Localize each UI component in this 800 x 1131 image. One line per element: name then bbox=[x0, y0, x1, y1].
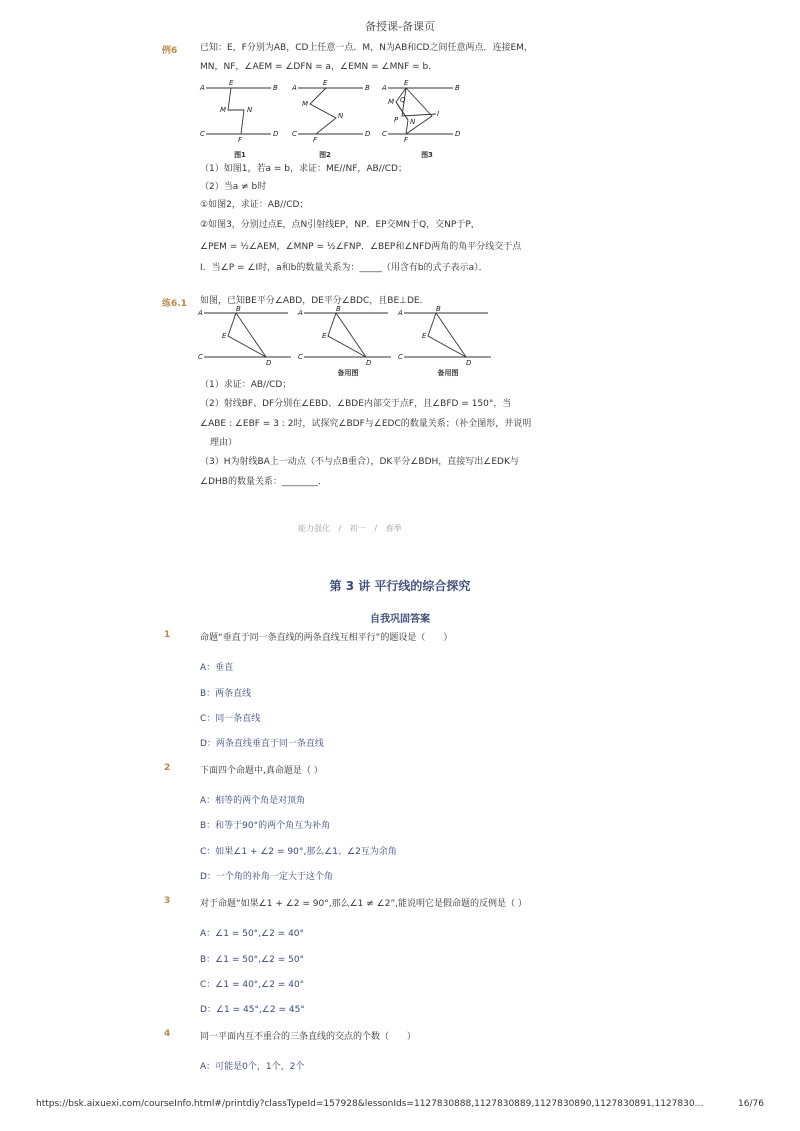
ex6-q2: （2）当a ≠ b时 bbox=[200, 182, 267, 192]
option[interactable]: A：相等的两个角是对顶角 bbox=[200, 796, 306, 806]
pr61-line1: 如图，已知BE平分∠ABD，DE平分∠BDC，且BE⊥DE． bbox=[200, 296, 429, 306]
svg-text:D: D bbox=[266, 359, 272, 367]
svg-text:A: A bbox=[382, 84, 387, 92]
example-tag: 例6 bbox=[162, 46, 178, 56]
svg-text:A: A bbox=[292, 84, 297, 92]
figure-1 bbox=[199, 79, 279, 144]
svg-text:E: E bbox=[323, 79, 328, 87]
breadcrumb bbox=[298, 523, 402, 534]
svg-text:M: M bbox=[220, 106, 227, 114]
svg-text:D: D bbox=[365, 130, 371, 138]
ex6-figures bbox=[196, 76, 466, 148]
svg-text:Q: Q bbox=[400, 96, 406, 104]
pr61-q3-2: ∠DHB的数量关系：________． bbox=[200, 477, 327, 487]
ex6-q2b-3: I．当∠P = ∠I时，a和b的数量关系为：_____（用含有b的式子表示a）． bbox=[200, 263, 488, 273]
figure-3 bbox=[381, 79, 461, 144]
svg-text:N: N bbox=[410, 118, 416, 126]
ex6-q2b-1: ②如图3，分别过点E，点N引射线EP，NP．EP交MN于Q，交NP于P， bbox=[200, 220, 480, 230]
section-subtitle: 自我巩固答案 bbox=[370, 614, 430, 625]
option[interactable]: C：如果∠1 + ∠2 = 90°,那么∠1、∠2互为余角 bbox=[200, 847, 397, 857]
question-text: 对于命题“如果∠1 + ∠2 = 90°,那么∠1 ≠ ∠2”,能说明它是假命题的反例是（ ） bbox=[200, 899, 527, 909]
svg-text:B: B bbox=[455, 84, 460, 92]
breadcrumb-separator: / bbox=[374, 524, 378, 533]
page-number: 16/76 bbox=[738, 1099, 764, 1109]
figure-spare-1 bbox=[297, 306, 391, 367]
ex6-line2: MN，NF，∠AEM = ∠DFN = a，∠EMN = ∠MNF = b． bbox=[200, 62, 438, 72]
figure-main bbox=[197, 306, 291, 367]
pr61-q2-1: （2）射线BF、DF分别在∠EBD、∠BDE内部交于点F，且∠BFD = 150°，当 bbox=[200, 399, 512, 409]
practice-tag: 练6.1 bbox=[162, 299, 187, 309]
option[interactable]: C：同一条直线 bbox=[200, 714, 261, 724]
svg-text:A: A bbox=[398, 309, 403, 317]
question-number: 3 bbox=[164, 896, 171, 906]
svg-text:D: D bbox=[466, 359, 472, 367]
pr61-q3-1: （3）H为射线BA上一动点（不与点B重合），DK平分∠BDH，直接写出∠EDK与 bbox=[200, 457, 519, 467]
svg-text:M: M bbox=[302, 100, 309, 108]
breadcrumb-item[interactable]: 春季 bbox=[385, 524, 402, 533]
fig-caption: 图1 bbox=[234, 151, 246, 159]
svg-text:B: B bbox=[236, 306, 241, 313]
svg-text:C: C bbox=[200, 130, 205, 138]
svg-text:C: C bbox=[198, 353, 203, 361]
svg-text:B: B bbox=[336, 306, 341, 313]
svg-text:B: B bbox=[365, 84, 370, 92]
question-text: 同一平面内互不重合的三条直线的交点的个数（ ） bbox=[200, 1032, 417, 1042]
ex6-q2b-2: ∠PEM = ½∠AEM，∠MNP = ½∠FNP．∠BEP和∠NFD两角的角平分线交于点 bbox=[200, 242, 522, 252]
svg-text:F: F bbox=[313, 136, 318, 144]
question-number: 1 bbox=[164, 630, 171, 640]
option[interactable]: B：∠1 = 50°,∠2 = 50° bbox=[200, 955, 305, 965]
svg-text:C: C bbox=[398, 353, 403, 361]
svg-text:F: F bbox=[238, 136, 243, 144]
svg-text:B: B bbox=[436, 306, 441, 313]
svg-text:D: D bbox=[366, 359, 372, 367]
svg-text:N: N bbox=[247, 106, 253, 114]
question-text: 命题“垂直于同一条直线的两条直线互相平行”的题设是（ ） bbox=[200, 633, 453, 643]
option[interactable]: B：和等于90°的两个角互为补角 bbox=[200, 821, 331, 831]
svg-text:B: B bbox=[273, 84, 278, 92]
page-header: 备授课-备课页 bbox=[365, 20, 435, 33]
option[interactable]: D：两条直线垂直于同一条直线 bbox=[200, 739, 324, 749]
svg-text:A: A bbox=[298, 309, 303, 317]
option[interactable]: B：两条直线 bbox=[200, 689, 252, 699]
fig-caption: 图3 bbox=[421, 151, 433, 159]
option[interactable]: D：∠1 = 45°,∠2 = 45° bbox=[200, 1005, 305, 1015]
breadcrumb-item[interactable]: 能力强化 bbox=[298, 524, 330, 533]
ex6-q2a: ①如图2，求证：AB//CD； bbox=[200, 200, 309, 210]
svg-text:F: F bbox=[404, 136, 409, 144]
option[interactable]: A：垂直 bbox=[200, 663, 234, 673]
question-number: 4 bbox=[164, 1029, 171, 1039]
option[interactable]: D：一个角的补角一定大于这个角 bbox=[200, 872, 333, 882]
fig-caption: 备用图 bbox=[437, 369, 459, 377]
breadcrumb-item[interactable]: 初一 bbox=[349, 524, 366, 533]
svg-text:E: E bbox=[322, 332, 327, 340]
svg-text:A: A bbox=[200, 84, 205, 92]
question-number: 2 bbox=[164, 763, 171, 773]
svg-text:C: C bbox=[292, 130, 297, 138]
ex6-q1: （1）如图1，若a = b，求证：ME//NF，AB//CD； bbox=[200, 164, 407, 174]
fig-caption: 图2 bbox=[319, 151, 331, 159]
figure-2 bbox=[291, 79, 371, 144]
option[interactable]: A：∠1 = 50°,∠2 = 40° bbox=[200, 929, 305, 939]
svg-text:P: P bbox=[394, 116, 399, 124]
svg-text:D: D bbox=[455, 130, 461, 138]
ex6-line1: 已知：E，F分别为AB，CD上任意一点．M，N为AB和CD之间任意两点．连接EM， bbox=[200, 43, 533, 53]
question-text: 下面四个命题中,真命题是（ ） bbox=[200, 766, 323, 776]
option[interactable]: A：可能是0个，1个，2个 bbox=[200, 1062, 305, 1072]
figure-spare-2 bbox=[397, 306, 491, 367]
print-url: https://bsk.aixuexi.com/courseInfo.html#/printdiy?classTypeId=157928&lessonIds=1127830888,1127830889,1127830890,1127830891,1127830… bbox=[36, 1099, 704, 1109]
svg-text:E: E bbox=[229, 79, 234, 87]
lecture-title: 第 3 讲 平行线的综合探究 bbox=[329, 579, 471, 593]
breadcrumb-separator: / bbox=[338, 524, 342, 533]
pr61-q1: （1）求证：AB//CD； bbox=[200, 380, 292, 390]
option[interactable]: C：∠1 = 40°,∠2 = 40° bbox=[200, 980, 305, 990]
fig-caption: 备用图 bbox=[337, 369, 359, 377]
svg-text:E: E bbox=[404, 79, 409, 87]
svg-text:N: N bbox=[338, 112, 344, 120]
svg-text:C: C bbox=[382, 130, 387, 138]
svg-text:A: A bbox=[198, 309, 203, 317]
svg-text:I: I bbox=[437, 110, 440, 118]
svg-text:E: E bbox=[422, 332, 427, 340]
svg-text:D: D bbox=[273, 130, 279, 138]
pr61-q2-2: ∠ABE : ∠EBF = 3 : 2时，试探究∠BDF与∠EDC的数量关系；（补全图形，并说明 bbox=[200, 419, 532, 429]
pr61-figures bbox=[196, 306, 496, 368]
pr61-q2-3: 理由） bbox=[210, 438, 238, 448]
svg-text:C: C bbox=[298, 353, 303, 361]
svg-text:E: E bbox=[222, 332, 227, 340]
svg-text:M: M bbox=[388, 98, 395, 106]
